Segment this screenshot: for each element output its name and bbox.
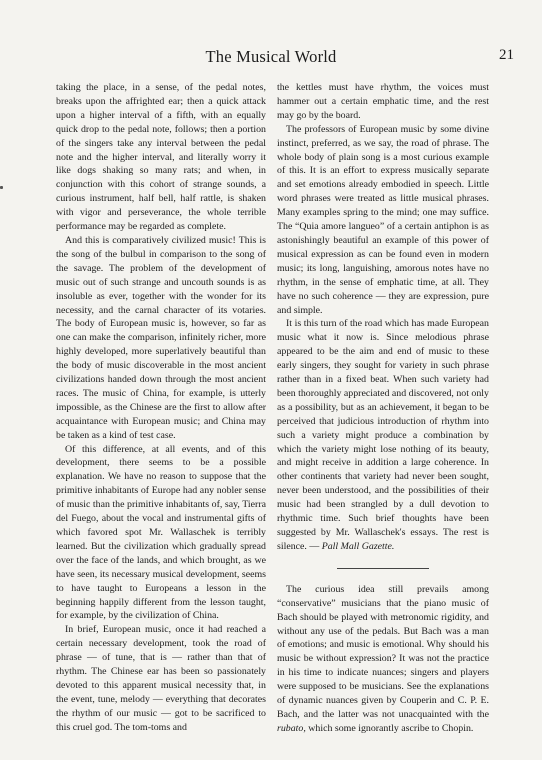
- paragraph: the kettles must have rhythm, the voices must hammer out a certain emphatic time, and the rest may go by the board.: [277, 82, 489, 121]
- paragraph-text: The curious idea still prevails among “conservative” musicians that the piano music of Bach should be played with metronomic rigidity, and without any use of the pedals. But Bach was a man of emotions; and music is emotional. Why should his music be without expression? It was not the practice in his time to indicate nuances; singers and players were supposed to be musicians. See the explanations of dynamic nuances given by Couperin and C. P. E. Bach, and the latter was not unacquainted with the: [277, 583, 489, 720]
- paragraph: The professors of European music by some divine instinct, preferred, as we say, the road of phrase. The whole body of plain song is a most curious example of this. It is an effort to express musically separate and set emotions already embodied in speech. Little word phrases were treated as little musical phrases. Many examples spring to the mind; one may suffice. The “Quia amore langueo” of a certain antiphon is as astonishingly beautiful an example of this power of musical expression as can be found even in modern music; its long, languishing, amorous notes have no rhythm, in the sense of emphatic time, at all. They have no such coherence — they are expression, pure and simple.: [277, 123, 489, 316]
- paragraph: And this is comparatively civilized music! This is the song of the bulbul in comparison to the song of the savage. The problem of the development of music out of such strange and uncouth sounds is as insoluble as ever, together with the wonder for its necessity, and the carnal character of its votaries. The body of European music is, however, so far as one can make the comparison, infinitely richer, more highly developed, more superlatively beautiful than the body of music discoverable in the most ancient civilizations handed down through the most ancient races. The music of China, for example, is utterly impossible, as the Chinese are the first to allow after acquaintance with European music; and China may be taken as a kind of test case.: [56, 234, 266, 441]
- paragraph: In brief, European music, once it had reached a certain necessary development, took the road of phrase — of tune, that is — rather than that of rhythm. The Chinese ear has been so passionately devoted to this apparent musical necessity that, in the event, tune, melody — everything that decorates the rhythm of our music — got to be sacrificed to this cruel god. The tom-toms and: [56, 624, 266, 733]
- paragraph-text: which some ignorantly ascribe to Chopin.: [308, 722, 474, 734]
- section-divider: [337, 568, 429, 569]
- paragraph: taking the place, in a sense, of the pedal notes, breaks upon the affrighted ear; then a quick attack upon a higher interval of a fifth, with an equally quick drop to the pedal note, follows; then a portion of the singers take any interval between the pedal note and the higher interval, and literally worry it like dogs shaking so many rats; and when, in conjunction with this cohort of strange sounds, a curious instrument, half bell, half rattle, is shaken with vigor and perseverance, the whole terrible performance may be regarded as complete.: [56, 82, 266, 233]
- page-number: 21: [499, 47, 514, 63]
- margin-speck: [0, 186, 3, 189]
- running-head-title: The Musical World: [205, 47, 337, 66]
- source-attribution: Pall Mall Gazette.: [321, 540, 395, 552]
- right-column: [277, 81, 489, 736]
- italic-term: rubato,: [277, 722, 306, 734]
- paragraph-text: It is this turn of the road which has made European music what it now is. Since melodious phrase appeared to be the aim and end of music to these early singers, they sought for variety in such phrase rather than in a fixed beat. When such variety had been thoroughly appreciated and discovered, not only as a possibility, but as an achievement, it began to be perceived that judicious introduction of rhythm into such a variety might produce a combination by which the variety might lose nothing of its beauty, and might receive in addition a large coherence. In other continents that variety had never been sought, never been understood, and the possibilities of their music had been strangled by a dull devotion to rhythmic time. Such brief thoughts have been suggested by Mr. Wallaschek's essays. The rest is silence. —: [277, 318, 489, 552]
- left-column: [56, 81, 266, 735]
- paragraph: [277, 583, 489, 736]
- paragraph: Of this difference, at all events, and of this development, there seems to be a possible explanation. We have no reason to suppose that the primitive inhabitants of Europe had any nobler sense of music than the primitive inhabitants of, say, Tierra del Fuego, about the vocal and instrumental gifts of which favored spot Mr. Wallaschek is terribly learned. But the civilization which gradually spread over the face of the lands, and which brought, as we have seen, its necessary musical development, seems to have taught to Europeans a lesson in the beginning happily different from the lesson taught, for example, by the civilization of China.: [56, 443, 266, 622]
- paragraph: [277, 317, 489, 553]
